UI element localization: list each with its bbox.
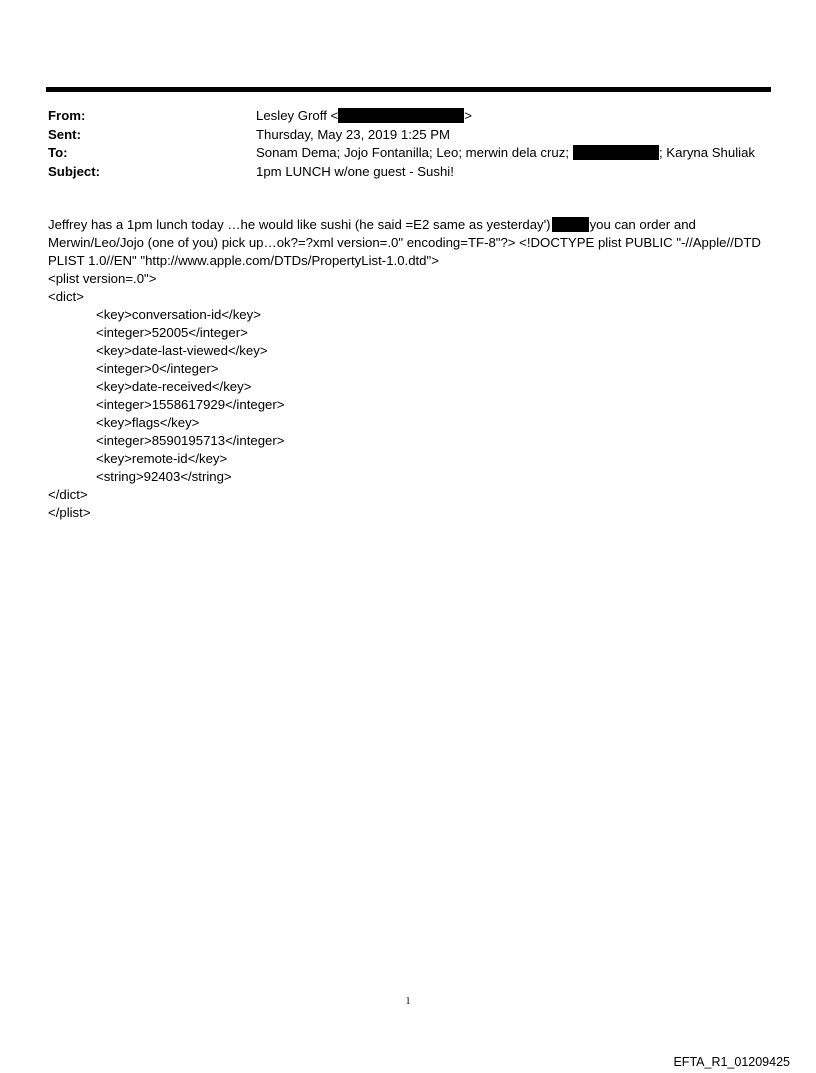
from-name: Lesley Groff < xyxy=(256,108,339,123)
plist-line: <integer>0</integer> xyxy=(96,361,219,376)
body-line: PLIST 1.0//EN" "http://www.apple.com/DTDs/PropertyList-1.0.dtd"> xyxy=(48,253,439,268)
email-body xyxy=(48,216,778,522)
body-line: Merwin/Leo/Jojo (one of you) pick up…ok?=?xml version=.0" encoding=TF-8"?> <!DOCTYPE plist PUBLIC "-//Apple//DTD xyxy=(48,235,761,250)
plist-close-tag: </plist> xyxy=(48,505,91,520)
plist-line: <key>remote-id</key> xyxy=(96,451,228,466)
header-rule xyxy=(46,87,771,92)
plist-line: <key>conversation-id</key> xyxy=(96,307,261,322)
to-row xyxy=(48,144,778,163)
sent-label: Sent: xyxy=(48,126,81,142)
to-label: To: xyxy=(48,145,68,160)
from-close: > xyxy=(464,108,472,123)
subject-label: Subject: xyxy=(48,163,101,179)
redaction-box xyxy=(338,108,464,123)
subject-row xyxy=(48,163,778,182)
plist-line: <string>92403</string> xyxy=(96,469,232,484)
plist-line: <key>date-last-viewed</key> xyxy=(96,343,268,358)
subject-value: 1pm LUNCH w/one guest - Sushi! xyxy=(256,163,454,179)
plist-line: <integer>1558617929</integer> xyxy=(96,397,285,412)
redaction-box xyxy=(573,145,659,160)
plist-line: <key>date-received</key> xyxy=(96,379,252,394)
to-recipients: Sonam Dema; Jojo Fontanilla; Leo; merwin dela cruz; xyxy=(256,145,569,160)
from-value xyxy=(256,107,472,126)
page-number: 1 xyxy=(405,996,411,1007)
body-text: you can order and xyxy=(589,217,696,232)
dict-close-tag: </dict> xyxy=(48,487,88,502)
body-line xyxy=(48,216,778,234)
plist-line: <key>flags</key> xyxy=(96,415,200,430)
dict-open-tag: <dict> xyxy=(48,289,84,304)
redaction-box xyxy=(552,217,589,232)
body-text: Jeffrey has a 1pm lunch today …he would like sushi (he said =E2 same as yesterday') xyxy=(48,217,551,232)
email-header xyxy=(48,107,778,181)
plist-line: <integer>8590195713</integer> xyxy=(96,433,285,448)
to-value xyxy=(256,144,755,163)
sent-value: Thursday, May 23, 2019 1:25 PM xyxy=(256,126,451,142)
plist-open-tag: <plist version=.0"> xyxy=(48,271,157,286)
plist-line: <integer>52005</integer> xyxy=(96,325,248,340)
document-id: EFTA_R1_01209425 xyxy=(673,1055,790,1069)
sent-row xyxy=(48,126,778,145)
from-row xyxy=(48,107,778,126)
to-tail: ; Karyna Shuliak xyxy=(658,145,756,160)
from-label: From: xyxy=(48,108,86,123)
